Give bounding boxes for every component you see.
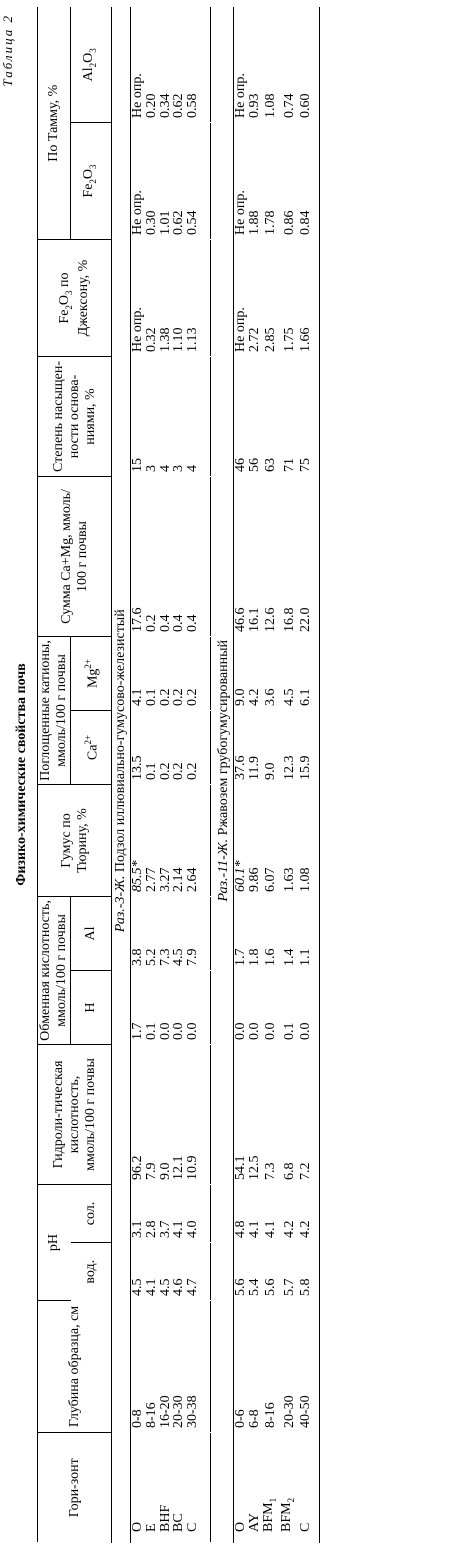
section-heading [210, 7, 233, 1542]
cell-fe: 0.86 [281, 210, 297, 235]
cell-Al: 7.9 [185, 948, 201, 966]
cell-Al: 3.8 [130, 948, 145, 966]
cell-humus: 6.07 [262, 867, 278, 892]
header-sum-ca-mg: Сумма Ca+Mg, ммоль/ 100 г почвы [38, 477, 112, 637]
cell-hyd: 12.5 [246, 1155, 262, 1180]
cell-fe: 1.88 [246, 210, 262, 235]
section-soil-name: Подзол иллювиально-гумусово-железистый [113, 609, 128, 876]
table-row [159, 7, 173, 1542]
cell-sat: 63 [262, 458, 278, 472]
cell-h: C [185, 1522, 201, 1532]
cell-Al: 4.5 [171, 948, 187, 966]
cell-ca: 0.2 [171, 762, 187, 780]
cell-h: $BFM_2$ [279, 1497, 296, 1532]
cell-ph_w: 5.8 [299, 1243, 319, 1301]
table-body [112, 7, 320, 1542]
cell-ph_w: 5.6 [232, 1278, 248, 1296]
cell-H: 0.1 [143, 1022, 159, 1040]
cell-h: O [232, 1521, 248, 1532]
cell-ph_s: 4.2 [299, 1185, 319, 1243]
cell-jack: 2.85 [262, 327, 278, 352]
cell-fe: 0.54 [185, 210, 201, 235]
cell-humus: 1.63 [281, 867, 297, 892]
cell-sum: 0.4 [185, 614, 201, 632]
header-cation-mg: $Mg^{2+}$ [71, 637, 112, 711]
cell-depth: 0-8 [130, 1409, 145, 1428]
cell-al2o3: 0.58 [185, 93, 201, 118]
cell-humus: 1.08 [299, 785, 319, 897]
cell-mg: 0.2 [185, 688, 201, 706]
cell-H: 1.7 [130, 1022, 145, 1040]
cell-mg: 6.1 [299, 637, 319, 711]
cell-ca: 12.3 [281, 755, 297, 780]
cell-ph_s: 4.8 [232, 1220, 248, 1238]
header-ph: pH [38, 1185, 71, 1301]
cell-depth: 8-16 [143, 1402, 159, 1428]
cell-humus: 2.77 [143, 867, 159, 892]
header-absorbed-cations: Поглощенные катионы, ммоль/100 г почвы [38, 637, 71, 785]
header-ph-water: вод. [71, 1243, 112, 1301]
cell-h: E [143, 1523, 159, 1532]
cell-sum: 17.6 [130, 607, 145, 632]
cell-fe: Не опр. [232, 190, 248, 235]
cell-jack: Не опр. [232, 307, 248, 352]
header-exchange-al: Al [71, 897, 112, 971]
cell-ca: 0.2 [157, 762, 173, 780]
cell-mg: 0.2 [157, 688, 173, 706]
cell-mg: 0.1 [143, 688, 159, 706]
cell-hyd: 7.2 [299, 1045, 319, 1185]
cell-Al: 1.8 [246, 948, 262, 966]
cell-al2o3: Не опр. [232, 73, 248, 118]
header-horizon: Гори-зонт [38, 1433, 112, 1543]
table-row [299, 7, 319, 1542]
cell-depth: 30-38 [185, 1395, 201, 1428]
cell-ca: 0.1 [143, 762, 159, 780]
header-fe-jackson: $Fe_2O_3$ по Джексону, % [38, 240, 112, 357]
cell-fe: 0.84 [299, 123, 319, 240]
cell-sum: 0.2 [143, 614, 159, 632]
cell-Al: 1.7 [232, 948, 248, 966]
cell-humus: 2.64 [185, 867, 201, 892]
cell-ca: 37.6 [232, 755, 248, 780]
cell-fe: 1.78 [262, 210, 278, 235]
cell-jack: 1.66 [299, 240, 319, 357]
cell-jack: 2.72 [246, 327, 262, 352]
cell-sat: 46 [232, 458, 248, 472]
cell-H: 0.0 [246, 1022, 262, 1040]
section-soil-name: Ржавозем грубогумусированный [215, 639, 231, 839]
cell-sum: 46.6 [232, 607, 248, 632]
cell-mg: 3.6 [262, 688, 278, 706]
cell-jack: 1.38 [157, 327, 173, 352]
cell-h: AY [246, 1513, 262, 1532]
cell-ph_w: 4.6 [171, 1278, 187, 1296]
cell-ph_s: 4.0 [185, 1220, 201, 1238]
cell-hyd: 54.1 [232, 1155, 248, 1180]
cell-hyd: 10.9 [185, 1155, 201, 1180]
cell-depth: 0-6 [232, 1409, 248, 1428]
cell-H: 0.1 [281, 1022, 297, 1040]
table-row [172, 7, 186, 1542]
table-caption: Таблица 2 [0, 14, 15, 87]
cell-sat: 56 [246, 458, 262, 472]
table-title: Физико-химические свойства почв [14, 663, 29, 886]
cell-humus: 9.86 [246, 867, 262, 892]
cell-mg: 4.5 [281, 688, 297, 706]
cell-ph_s: 4.1 [262, 1220, 278, 1238]
table-row [248, 7, 262, 1542]
header-hydrolytic-acidity: Гидроли-тическая кислотность, ммоль/100 г почвы [38, 1045, 112, 1185]
cell-Al: 1.1 [299, 897, 319, 971]
cell-jack: Не опр. [130, 307, 145, 352]
cell-depth: 8-16 [262, 1402, 278, 1428]
header-ph-salt: сол. [71, 1185, 112, 1243]
cell-mg: 4.1 [130, 688, 145, 706]
cell-h: BC [171, 1513, 187, 1532]
cell-Al: 7.3 [157, 948, 173, 966]
cell-al2o3: 0.34 [157, 93, 173, 118]
cell-Al: 1.4 [281, 948, 297, 966]
header-tamm-al: $Al_2O_3$ [71, 7, 112, 122]
header-base-saturation: Степень насыщен-ности основа-ниями, % [38, 357, 112, 477]
cell-h: $BFM_1$ [260, 1497, 278, 1532]
cell-ph_w: 4.1 [143, 1278, 159, 1296]
cell-jack: 1.75 [281, 327, 297, 352]
cell-sum: 0.4 [157, 614, 173, 632]
cell-H: 0.0 [185, 1022, 201, 1040]
cell-ph_s: 2.8 [143, 1220, 159, 1238]
cell-fe: Не опр. [130, 190, 145, 235]
cell-depth: 6-8 [246, 1409, 262, 1428]
cell-mg: 4.2 [246, 688, 262, 706]
cell-humus: 85.5* [130, 860, 145, 892]
cell-sat: 3 [143, 465, 159, 472]
header-cation-ca: $Ca^{2+}$ [71, 711, 112, 785]
cell-sat: 3 [171, 465, 187, 472]
cell-fe: 1.01 [157, 210, 173, 235]
cell-sum: 0.4 [171, 614, 187, 632]
header-humus: Гумус по Тюрину, % [38, 785, 112, 897]
cell-fe: 0.62 [171, 210, 187, 235]
cell-ca: 11.9 [246, 756, 262, 780]
cell-ph_w: 4.7 [185, 1278, 201, 1296]
cell-Al: 5.2 [143, 948, 159, 966]
cell-ph_s: 3.1 [130, 1220, 145, 1238]
cell-sat: 4 [157, 465, 173, 472]
cell-sum: 16.1 [246, 607, 262, 632]
cell-ph_w: 5.6 [262, 1278, 278, 1296]
cell-jack: 1.13 [185, 327, 201, 352]
cell-sat: 71 [281, 458, 297, 472]
cell-hyd: 96.2 [130, 1155, 145, 1180]
section-code: Раз.-3-Ж. [113, 875, 128, 933]
cell-al2o3: Не опр. [130, 73, 145, 118]
header-depth: Глубина образца, см [38, 1301, 112, 1433]
cell-hyd: 7.3 [262, 1162, 278, 1180]
cell-Al: 1.6 [262, 948, 278, 966]
cell-h: C [299, 1433, 319, 1543]
cell-sum: 16.8 [281, 607, 297, 632]
table-header [38, 7, 112, 1542]
cell-ph_s: 4.2 [281, 1220, 297, 1238]
cell-al2o3: 0.60 [299, 7, 319, 122]
cell-ph_s: 4.1 [171, 1220, 187, 1238]
table-row [262, 7, 281, 1542]
table-row [145, 7, 159, 1542]
cell-ph_w: 5.4 [246, 1278, 262, 1296]
cell-ph_s: 3.7 [157, 1220, 173, 1238]
cell-depth: 20-30 [281, 1395, 297, 1428]
cell-jack: 1.10 [171, 327, 187, 352]
cell-ph_w: 5.7 [281, 1278, 297, 1296]
cell-hyd: 7.9 [143, 1162, 159, 1180]
cell-H: 0.0 [232, 1022, 248, 1040]
cell-H: 0.0 [262, 1022, 278, 1040]
cell-depth: 16-20 [157, 1395, 173, 1428]
cell-al2o3: 1.08 [262, 93, 278, 118]
cell-sum: 12.6 [262, 607, 278, 632]
cell-hyd: 12.1 [171, 1155, 187, 1180]
cell-al2o3: 0.62 [171, 93, 187, 118]
cell-jack: 0.32 [143, 327, 159, 352]
cell-hyd: 9.0 [157, 1162, 173, 1180]
cell-ph_w: 4.5 [157, 1278, 173, 1296]
header-exchange-acidity: Обменная кислотность, ммоль/100 г почвы [38, 897, 71, 1045]
cell-hyd: 6.8 [281, 1162, 297, 1180]
cell-ph_w: 4.5 [130, 1278, 145, 1296]
cell-mg: 9.0 [232, 688, 248, 706]
section-code: Раз.-11-Ж. [215, 838, 231, 902]
cell-H: 0.0 [171, 1022, 187, 1040]
cell-ca: 15.9 [299, 711, 319, 785]
header-tamm-fe: $Fe_2O_3$ [71, 123, 112, 240]
cell-al2o3: 0.93 [246, 93, 262, 118]
soil-properties-table [37, 7, 320, 1543]
section-heading [112, 7, 131, 1542]
cell-humus: 60.1* [232, 860, 248, 892]
cell-sat: 4 [185, 465, 201, 472]
cell-ca: 9.0 [262, 762, 278, 780]
table-row [131, 7, 145, 1542]
cell-mg: 0.2 [171, 688, 187, 706]
table-row [186, 7, 210, 1542]
cell-al2o3: 0.74 [281, 93, 297, 118]
cell-H: 0.0 [299, 971, 319, 1045]
cell-sat: 75 [299, 357, 319, 477]
cell-h: O [130, 1521, 145, 1532]
cell-ca: 13.5 [130, 755, 145, 780]
cell-H: 0.0 [157, 1022, 173, 1040]
table-row [280, 7, 299, 1542]
header-exchange-h: H [71, 971, 112, 1045]
cell-depth: 20-30 [171, 1395, 187, 1428]
cell-h: BHF [157, 1504, 173, 1532]
cell-fe: 0.30 [143, 210, 159, 235]
cell-sat: 15 [130, 458, 145, 472]
header-tamm: По Тамму, % [38, 7, 71, 239]
cell-al2o3: 0.20 [143, 93, 159, 118]
cell-sum: 22.0 [299, 477, 319, 637]
cell-depth: 40-50 [299, 1301, 319, 1433]
cell-ca: 0.2 [185, 762, 201, 780]
cell-humus: 3.27 [157, 867, 173, 892]
table-row [233, 7, 247, 1542]
cell-ph_s: 4.1 [246, 1220, 262, 1238]
cell-humus: 2.14 [171, 867, 187, 892]
